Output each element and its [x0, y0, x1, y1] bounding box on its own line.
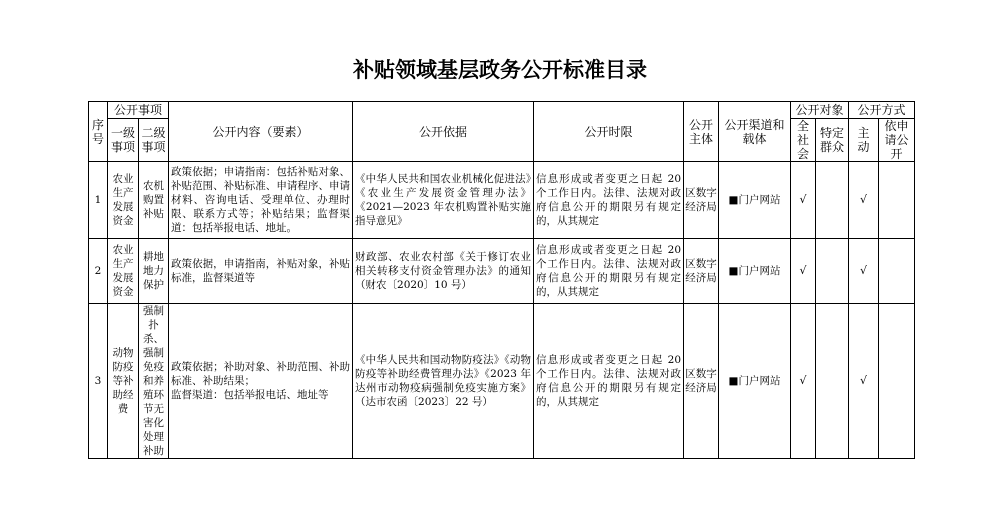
table-body	[89, 162, 915, 459]
cell-level2-item: 耕地地力保护	[139, 239, 169, 304]
table-row	[89, 162, 915, 239]
header-subject-label: 公开主体	[689, 117, 714, 146]
header-channel-label: 公开渠道和载体	[724, 117, 785, 146]
cell-active-check: √	[849, 162, 879, 239]
header-subject	[684, 102, 719, 162]
document-title: 补贴领域基层政务公开标准目录	[353, 57, 647, 82]
cell-on-request-check	[879, 162, 915, 239]
header-seq-label: 序号	[92, 117, 105, 146]
cell-on-request-check	[879, 239, 915, 304]
cell-time-limit: 信息形成或者变更之日起 20 个工作日内。法律、法规对政府信息公开的期限另有规定的，从其规定	[534, 239, 684, 304]
header-specific-label: 特定群众	[820, 126, 845, 154]
table-row	[89, 239, 915, 304]
cell-subject: 区数字经济局	[684, 162, 719, 239]
cell-public-check: √	[791, 304, 816, 459]
cell-specific-check	[816, 239, 849, 304]
cell-basis: 财政部、农业农村部《关于修订农业相关转移支付资金管理办法》的通知（财农〔2020〕10 号）	[353, 239, 534, 304]
header-level2-label: 二级事项	[141, 126, 166, 154]
cell-specific-check	[816, 304, 849, 459]
cell-time-limit: 信息形成或者变更之日起 20 个工作日内。法律、法规对政府信息公开的期限另有规定的，从其规定	[534, 304, 684, 459]
header-content: 公开内容（要素）	[169, 102, 353, 162]
header-channel	[719, 102, 791, 162]
cell-channel: ■门户网站	[719, 304, 791, 459]
header-public	[791, 119, 816, 162]
header-time-limit: 公开时限	[534, 102, 684, 162]
cell-channel: ■门户网站	[719, 162, 791, 239]
cell-public-check: √	[791, 162, 816, 239]
header-level1-label: 一级事项	[111, 126, 136, 154]
cell-seq: 1	[89, 162, 108, 239]
header-active	[849, 119, 879, 162]
header-method-group: 公开方式	[849, 102, 915, 119]
cell-subject: 区数字经济局	[684, 239, 719, 304]
header-level1	[108, 119, 139, 162]
cell-basis: 《中华人民共和国农业机械化促进法》《农业生产发展资金管理办法》《2021—2023 年农机购置补贴实施指导意见》	[353, 162, 534, 239]
cell-on-request-check	[879, 304, 915, 459]
cell-time-limit: 信息形成或者变更之日起 20 个工作日内。法律、法规对政府信息公开的期限另有规定的，从其规定	[534, 162, 684, 239]
header-items-group: 公开事项	[108, 102, 169, 119]
catalog-table	[88, 101, 915, 459]
header-seq	[89, 102, 108, 162]
cell-channel: ■门户网站	[719, 239, 791, 304]
header-row-top	[89, 102, 915, 119]
cell-specific-check	[816, 162, 849, 239]
header-basis: 公开依据	[353, 102, 534, 162]
header-specific	[816, 119, 849, 162]
cell-level2-item: 农机购置补贴	[139, 162, 169, 239]
cell-level1-item: 农业生产发展资金	[108, 239, 139, 304]
header-active-label: 主动	[857, 126, 870, 154]
cell-content: 政策依据，申请指南，补贴对象，补贴标准，监督渠道等	[169, 239, 353, 304]
cell-seq: 2	[89, 239, 108, 304]
header-on-request-label: 依申请公开	[884, 119, 909, 161]
cell-content: 政策依据；申请指南：包括补贴对象、补贴范围、补贴标准、申请程序、申请材料、咨询电话、受理单位、办理时限、联系方式等；补贴结果；监督渠道：包括举报电话、地址。	[169, 162, 353, 239]
cell-content: 政策依据；补助对象、补助范围、补助标准、补助结果； 监督渠道：包括举报电话、地址等	[169, 304, 353, 459]
header-public-label: 全社会	[797, 119, 810, 161]
cell-active-check: √	[849, 239, 879, 304]
table-header	[89, 102, 915, 162]
cell-level1-item: 农业生产发展资金	[108, 162, 139, 239]
cell-subject: 区数字经济局	[684, 304, 719, 459]
cell-public-check: √	[791, 239, 816, 304]
header-audience-group: 公开对象	[791, 102, 849, 119]
header-on-request	[879, 119, 915, 162]
cell-seq: 3	[89, 304, 108, 459]
cell-active-check: √	[849, 304, 879, 459]
cell-level1-item: 动物防疫等补助经费	[108, 304, 139, 459]
table-row	[89, 304, 915, 459]
cell-level2-item: 强制扑杀、强制免疫和养殖环节无害化处理补助	[139, 304, 169, 459]
header-level2	[139, 119, 169, 162]
cell-basis: 《中华人民共和国动物防疫法》《动物防疫等补助经费管理办法》《2023 年达州市动物疫病强制免疫实施方案》（达市农函〔2023〕22 号）	[353, 304, 534, 459]
